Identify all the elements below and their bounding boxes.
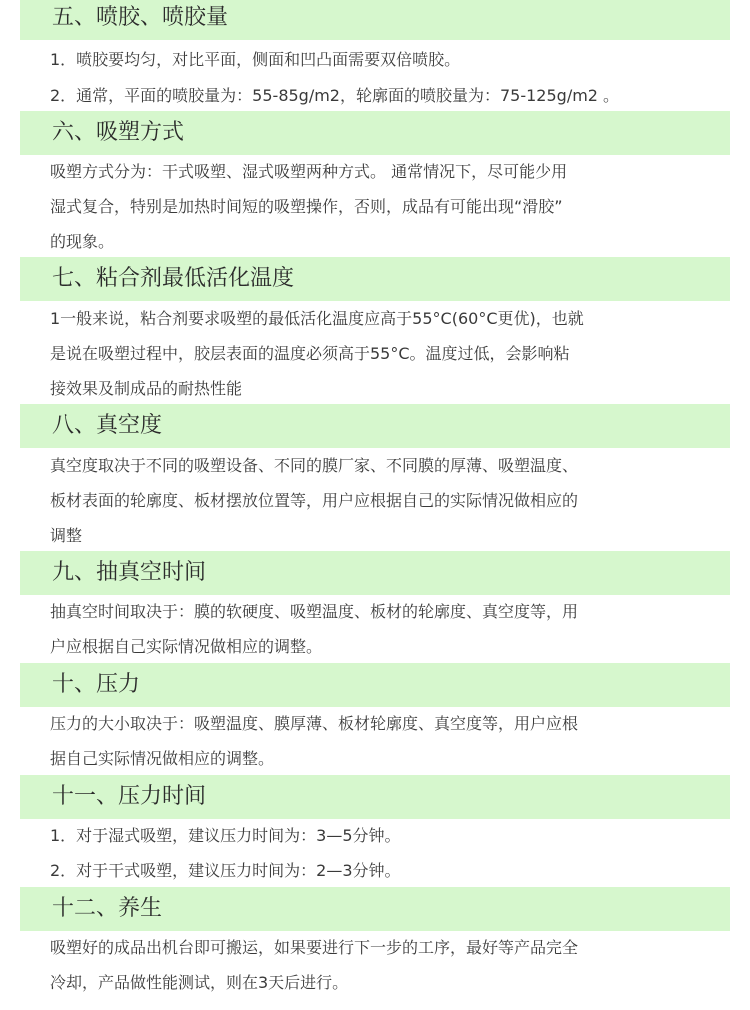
section-line: 抽真空时间取决于：膜的软硬度、吸塑温度、板材的轮廓度、真空度等，用 [50,602,579,621]
section-line: 板材表面的轮廓度、板材摆放位置等，用户应根据自己的实际情况做相应的 [50,491,579,510]
section-heading: 十一、压力时间 [20,775,730,819]
section-line: 压力的大小取决于：吸塑温度、膜厚薄、板材轮廓度、真空度等，用户应根 [50,714,579,733]
section-line: 吸塑好的成品出机台即可搬运，如果要进行下一步的工序，最好等产品完全 [50,938,579,957]
section-line: 冷却，产品做性能测试，则在3天后进行。 [50,973,349,992]
section-line: 吸塑方式分为：干式吸塑、湿式吸塑两种方式。 通常情况下，尽可能少用 [50,162,568,181]
section-heading: 九、抽真空时间 [20,551,730,595]
section-heading: 六、吸塑方式 [20,111,730,155]
section-line: 湿式复合，特别是加热时间短的吸塑操作，否则，成品有可能出现“滑胶” [50,197,563,216]
section-line: 2．通常，平面的喷胶量为：55-85g/m2，轮廓面的喷胶量为：75-125g/m2 。 [50,86,620,105]
section-line: 1．喷胶要均匀，对比平面，侧面和凹凸面需要双倍喷胶。 [50,50,461,69]
section-heading: 五、喷胶、喷胶量 [20,0,730,40]
section-heading: 十二、养生 [20,887,730,931]
section-line: 2．对于干式吸塑，建议压力时间为：2—3分钟。 [50,861,401,880]
section-heading: 八、真空度 [20,404,730,448]
section-line: 的现象。 [50,232,115,251]
section-line: 1．对于湿式吸塑，建议压力时间为：3—5分钟。 [50,826,401,845]
section-line: 接效果及制成品的耐热性能 [50,379,243,398]
section-line: 真空度取决于不同的吸塑设备、不同的膜厂家、不同膜的厚薄、吸塑温度、 [50,456,579,475]
section-heading: 十、压力 [20,663,730,707]
section-line: 1一般来说，粘合剂要求吸塑的最低活化温度应高于55°C(60°C更优)，也就 [50,309,584,328]
section-line: 户应根据自己实际情况做相应的调整。 [50,637,323,656]
section-line: 是说在吸塑过程中，胶层表面的温度必须高于55°C。温度过低，会影响粘 [50,344,570,363]
section-line: 据自己实际情况做相应的调整。 [50,749,275,768]
section-line: 调整 [50,526,83,545]
section-heading: 七、粘合剂最低活化温度 [20,257,730,301]
